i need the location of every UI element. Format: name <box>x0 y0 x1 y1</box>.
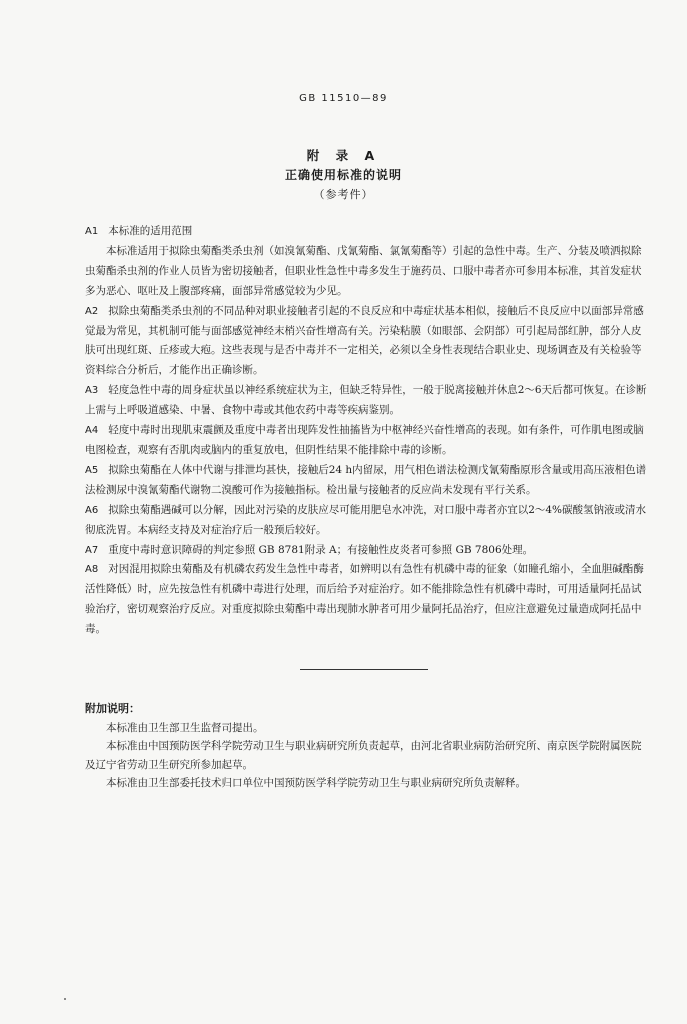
standard-code-header: GB 11510—89 <box>299 93 388 104</box>
clause-number: A1 <box>85 226 99 237</box>
clause-number: A3 <box>85 385 99 397</box>
clause-a1-paragraph <box>85 242 647 302</box>
clause-a2 <box>85 302 647 382</box>
clause-number: A4 <box>85 425 99 437</box>
appendix-title: 附 录 A <box>306 148 381 163</box>
clause-number: A8 <box>85 564 99 576</box>
clause-text: 重度中毒时意识障碍的判定参照 GB 8781附录 A；有接触性皮炎者可参照 GB 7806处理。 <box>108 543 534 556</box>
clause-a4 <box>85 421 647 461</box>
section-divider <box>300 669 428 670</box>
appendix-body <box>85 222 647 640</box>
additional-note-proposer: 本标准由卫生部卫生监督司提出。 <box>106 721 264 734</box>
clause-a8 <box>85 560 647 640</box>
clause-text: 拟除虫菊酯遇碱可以分解，因此对污染的皮肤应尽可能用肥皂水冲洗，对口服中毒者亦宜以2～4%碳酸氢钠液或清水彻底洗胃。本病经支持及对症治疗后一般预后较好。 <box>85 503 647 536</box>
additional-note-drafters: 本标准由中国预防医学科学院劳动卫生与职业病研究所负责起草，由河北省职业病防治研究所、南京医学院附属医院及辽宁省劳动卫生研究所参加起草。 <box>85 740 642 771</box>
clause-a6 <box>85 501 647 541</box>
clause-a5 <box>85 461 647 501</box>
clause-text: 拟除虫菊酯在人体中代谢与排泄均甚快，接触后24 h内留尿，用气相色谱法检测戊氰菊酯原形含量或用高压液相色谱法检测尿中溴氰菊酯代谢物二溴酸可作为接触指标。检出量与接触者的反应尚未发现有平行关系。 <box>85 463 647 496</box>
clause-a7 <box>85 541 647 561</box>
clause-text: 本标准适用于拟除虫菊酯类杀虫剂（如溴氰菊酯、戊氰菊酯、氯氰菊酯等）引起的急性中毒。生产、分装及喷洒拟除虫菊酯杀虫剂的作业人员皆为密切接触者，但职业性急性中毒多发生于施药员、口服中毒者亦可参用本标准，其首发症状多为恶心、呕吐及上腹部疼痛，面部异常感觉较为少见。 <box>85 244 642 297</box>
clause-number: A2 <box>85 305 99 317</box>
additional-notes-heading: 附加说明： <box>85 702 140 715</box>
clause-number: A5 <box>85 464 99 476</box>
clause-text: 轻度急性中毒的周身症状虽以神经系统症状为主，但缺乏特异性，一般于脱离接触并休息2～6天后都可恢复。在诊断上需与上呼吸道感染、中暑、食物中毒或其他农药中毒等疾病鉴别。 <box>85 384 647 417</box>
appendix-note: （参考件） <box>313 188 374 201</box>
appendix-subtitle: 正确使用标准的说明 <box>284 168 402 182</box>
clause-text: 拟除虫菊酯类杀虫剂的不同品种对职业接触者引起的不良反应和中毒症状基本相似，接触后不良反应中以面部异常感觉最为常见，其机制可能与面部感觉神经末梢兴奋性增高有关。污染粘膜（如眼部、会阴部）可引起局部红肿，部分人皮肤可出现红斑、丘疹或大疱。这些表现与是否中毒并不一定相关，必须以全身性表现结合职业史、现场调查及有关检验等资料综合分析后，才能作出正确诊断。 <box>85 304 644 377</box>
scan-speck <box>64 998 66 1000</box>
additional-notes <box>85 700 647 793</box>
clause-a3 <box>85 381 647 421</box>
clause-number: A6 <box>85 504 99 516</box>
clause-text: 对因混用拟除虫菊酯及有机磷农药发生急性中毒者，如辨明以有急性有机磷中毒的征象（如瞳孔缩小，全血胆碱酯酶活性降低）时，应先按急性有机磷中毒进行处理，而后给予对症治疗。如不能排除急性有机磷中毒时，可用适量阿托品试验治疗，密切观察治疗反应。对重度拟除虫菊酯中毒出现肺水肿者可用少量阿托品治疗，但应注意避免过量造成阿托品中毒。 <box>85 563 644 636</box>
additional-note-interpreter: 本标准由卫生部委托技术归口单位中国预防医学科学院劳动卫生与职业病研究所负责解释。 <box>106 777 526 790</box>
clause-a1 <box>85 222 647 242</box>
clause-text: 本标准的适用范围 <box>108 225 193 237</box>
clause-text: 轻度中毒时出现肌束震颤及重度中毒者出现阵发性抽搐皆为中枢神经兴奋性增高的表现。如有条件，可作肌电图或脑电图检查，观察有否肌肉或脑内的重复放电，但阴性结果不能排除中毒的诊断。 <box>85 424 644 456</box>
clause-number: A7 <box>85 544 99 556</box>
